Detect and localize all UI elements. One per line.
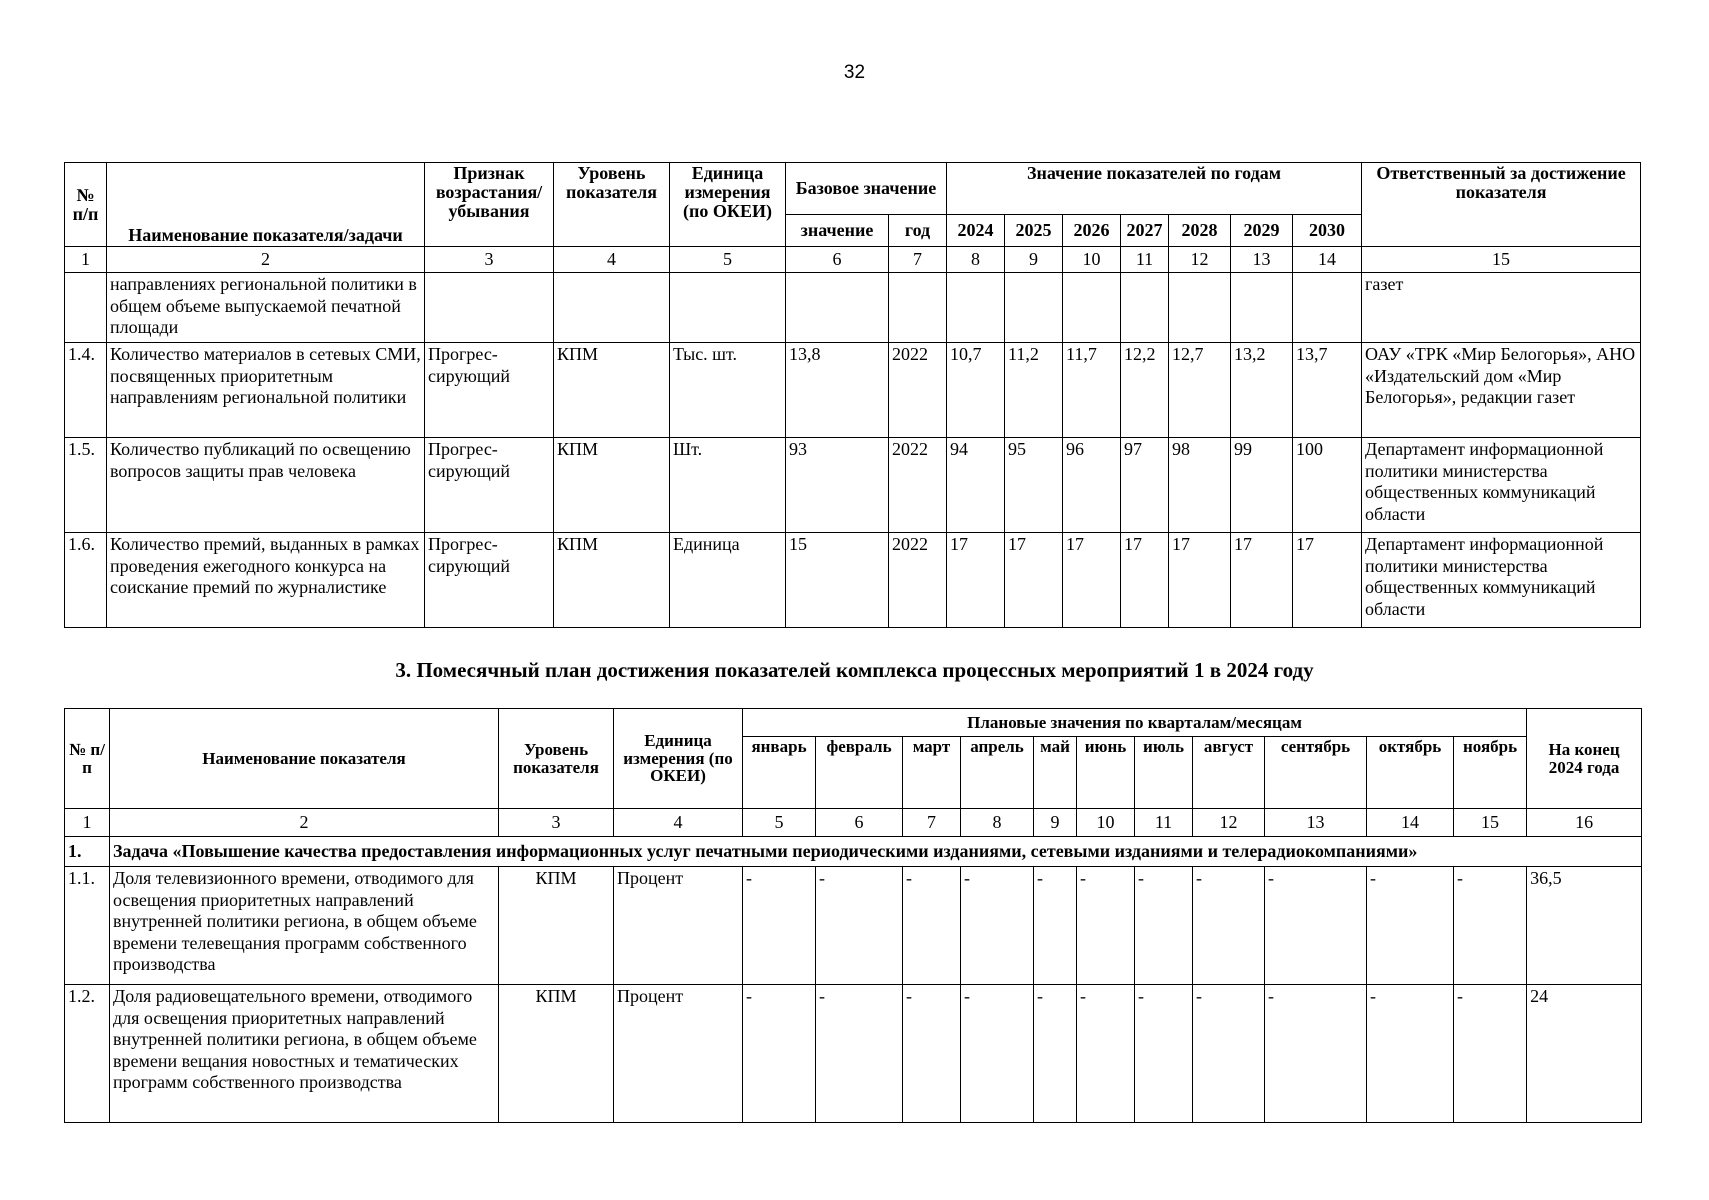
row-level: КПМ [499,985,614,1123]
row-value: 95 [1005,438,1063,533]
row-value: 100 [1293,438,1362,533]
column-number: 15 [1362,247,1641,273]
column-number: 12 [1169,247,1231,273]
table-row [65,533,1641,628]
section-title: 3. Помесячный план достижения показателей комплекса процессных мероприятий 1 в 2024 году [395,658,1314,682]
row-unit: Шт. [670,438,786,533]
row-month-value: - [1265,985,1367,1123]
column-numbers-row [65,247,1641,273]
row-value: 17 [1063,533,1121,628]
header-month: сентябрь [1265,737,1367,809]
column-number: 11 [1121,247,1169,273]
row-month-value: - [961,985,1034,1123]
header-year: 2029 [1231,215,1293,247]
row-base-year [889,273,947,343]
header-year: 2024 [947,215,1005,247]
table-row [65,867,1642,985]
row-level: КПМ [554,343,670,438]
row-value: 11,2 [1005,343,1063,438]
column-number: 3 [499,809,614,837]
row-value [947,273,1005,343]
row-month-value: - [1193,985,1265,1123]
row-num: 1.6. [65,533,107,628]
row-name: направлениях региональной политики в общем объеме выпускаемой печатной площади [107,273,425,343]
row-month-value: - [1193,867,1265,985]
column-number: 6 [816,809,903,837]
row-value [1005,273,1063,343]
row-num: 1.2. [65,985,110,1123]
column-number: 2 [110,809,499,837]
column-number: 4 [554,247,670,273]
row-level: КПМ [554,438,670,533]
header-base-year: год [889,215,947,247]
row-responsible: газет [1362,273,1641,343]
row-value: 17 [1231,533,1293,628]
column-numbers-row [65,809,1642,837]
header-month: ноябрь [1454,737,1527,809]
header-month: июнь [1077,737,1135,809]
task-row [65,837,1642,867]
column-number: 10 [1063,247,1121,273]
column-number: 1 [65,247,107,273]
header-year: 2027 [1121,215,1169,247]
row-month-value: - [816,867,903,985]
row-month-value: - [743,985,816,1123]
row-value [1169,273,1231,343]
header-level: Уровень показателя [499,709,614,809]
row-value: 96 [1063,438,1121,533]
column-number: 2 [107,247,425,273]
header-plan-group: Плановые значения по кварталам/месяцам [743,709,1527,737]
column-number: 10 [1077,809,1135,837]
row-month-value: - [1265,867,1367,985]
header-unit: Единица измерения (по ОКЕИ) [614,709,743,809]
row-name: Количество публикаций по освещению вопросов защиты прав человека [107,438,425,533]
row-month-value: - [961,867,1034,985]
row-month-value: - [1454,985,1527,1123]
row-value: 10,7 [947,343,1005,438]
row-responsible: Департамент информационной политики министерства общественных коммуникаций области [1362,438,1641,533]
row-base-value: 15 [786,533,889,628]
row-value: 11,7 [1063,343,1121,438]
row-responsible: ОАУ «ТРК «Мир Белогорья», АНО «Издательский дом «Мир Белогорья», редакции газет [1362,343,1641,438]
row-sign: Прогрес-сирующий [425,438,554,533]
row-value: 12,7 [1169,343,1231,438]
row-value: 99 [1231,438,1293,533]
row-value [1063,273,1121,343]
row-value: 17 [1005,533,1063,628]
row-value: 94 [947,438,1005,533]
indicators-table [64,162,1641,628]
column-number: 6 [786,247,889,273]
row-level: КПМ [554,533,670,628]
header-year: 2030 [1293,215,1362,247]
row-month-value: - [1135,867,1193,985]
header-end: На конец 2024 года [1527,709,1642,809]
column-number: 1 [65,809,110,837]
header-month: июль [1135,737,1193,809]
row-value: 17 [1293,533,1362,628]
column-number: 15 [1454,809,1527,837]
row-base-value: 93 [786,438,889,533]
header-level: Уровень показателя [554,163,670,247]
column-number: 3 [425,247,554,273]
table-row [65,343,1641,438]
row-name: Доля радиовещательного времени, отводимого для освещения приоритетных направлений внутренней политики региона, в общем объеме времени вещания новостных и тематических программ собственного производства [110,985,499,1123]
row-unit: Процент [614,867,743,985]
column-number: 4 [614,809,743,837]
row-value: 13,7 [1293,343,1362,438]
header-name: Наименование показателя/задачи [107,163,425,247]
row-level [554,273,670,343]
row-value: 12,2 [1121,343,1169,438]
header-base: Базовое значение [786,163,947,215]
column-number: 5 [670,247,786,273]
row-level: КПМ [499,867,614,985]
row-month-value: - [1077,985,1135,1123]
row-value: 17 [1169,533,1231,628]
row-month-value: - [1034,867,1077,985]
row-month-value: - [1367,867,1454,985]
row-end-value: 36,5 [1527,867,1642,985]
row-base-year: 2022 [889,343,947,438]
row-num: 1.1. [65,867,110,985]
row-unit: Единица [670,533,786,628]
column-number: 13 [1231,247,1293,273]
header-month: март [903,737,961,809]
column-number: 14 [1293,247,1362,273]
row-month-value: - [903,985,961,1123]
header-year: 2026 [1063,215,1121,247]
header-sign: Признак возрастания/ убывания [425,163,554,247]
row-name: Доля телевизионного времени, отводимого для освещения приоритетных направлений внутренней политики региона, в общем объеме времени телевещания программ собственного производства [110,867,499,985]
header-month: февраль [816,737,903,809]
column-number: 8 [947,247,1005,273]
column-number: 12 [1193,809,1265,837]
column-number: 16 [1527,809,1642,837]
row-value [1121,273,1169,343]
row-value: 13,2 [1231,343,1293,438]
row-value: 17 [947,533,1005,628]
table-row [65,438,1641,533]
row-sign: Прогрес-сирующий [425,343,554,438]
column-number: 7 [889,247,947,273]
row-responsible: Департамент информационной политики министерства общественных коммуникаций области [1362,533,1641,628]
row-unit: Процент [614,985,743,1123]
row-month-value: - [743,867,816,985]
header-month: январь [743,737,816,809]
row-sign [425,273,554,343]
table-row [65,273,1641,343]
column-number: 8 [961,809,1034,837]
header-num: № п/п [65,163,107,247]
header-name: Наименование показателя [110,709,499,809]
row-value [1231,273,1293,343]
row-month-value: - [1367,985,1454,1123]
table-row [65,985,1642,1123]
row-month-value: - [1034,985,1077,1123]
row-value: 98 [1169,438,1231,533]
row-unit: Тыс. шт. [670,343,786,438]
row-num [65,273,107,343]
header-num: № п/п [65,709,110,809]
header-unit: Единица измерения (по ОКЕИ) [670,163,786,247]
column-number: 13 [1265,809,1367,837]
row-end-value: 24 [1527,985,1642,1123]
header-years-group: Значение показателей по годам [947,163,1362,215]
page-number: 32 [843,62,866,83]
row-base-value [786,273,889,343]
task-text: Задача «Повышение качества предоставления информационных услуг печатными периодическими изданиями, сетевыми изданиями и телерадиокомпаниями» [110,837,1642,867]
row-value [1293,273,1362,343]
row-value: 97 [1121,438,1169,533]
header-base-value: значение [786,215,889,247]
column-number: 9 [1005,247,1063,273]
header-year: 2028 [1169,215,1231,247]
header-responsible: Ответственный за достижение показателя [1362,163,1641,247]
task-num: 1. [65,837,110,867]
row-month-value: - [1077,867,1135,985]
column-number: 9 [1034,809,1077,837]
row-base-year: 2022 [889,533,947,628]
row-month-value: - [816,985,903,1123]
row-base-value: 13,8 [786,343,889,438]
row-name: Количество материалов в сетевых СМИ, посвященных приоритетным направлениям региональной политики [107,343,425,438]
row-num: 1.4. [65,343,107,438]
header-month: апрель [961,737,1034,809]
header-year: 2025 [1005,215,1063,247]
row-num: 1.5. [65,438,107,533]
monthly-plan-table [64,708,1642,1123]
column-number: 5 [743,809,816,837]
header-month: октябрь [1367,737,1454,809]
column-number: 7 [903,809,961,837]
row-name: Количество премий, выданных в рамках проведения ежегодного конкурса на соискание премий по журналистике [107,533,425,628]
header-month: август [1193,737,1265,809]
row-value: 17 [1121,533,1169,628]
column-number: 14 [1367,809,1454,837]
row-month-value: - [1135,985,1193,1123]
row-month-value: - [903,867,961,985]
header-month: май [1034,737,1077,809]
row-unit [670,273,786,343]
column-number: 11 [1135,809,1193,837]
row-base-year: 2022 [889,438,947,533]
row-sign: Прогрес-сирующий [425,533,554,628]
row-month-value: - [1454,867,1527,985]
